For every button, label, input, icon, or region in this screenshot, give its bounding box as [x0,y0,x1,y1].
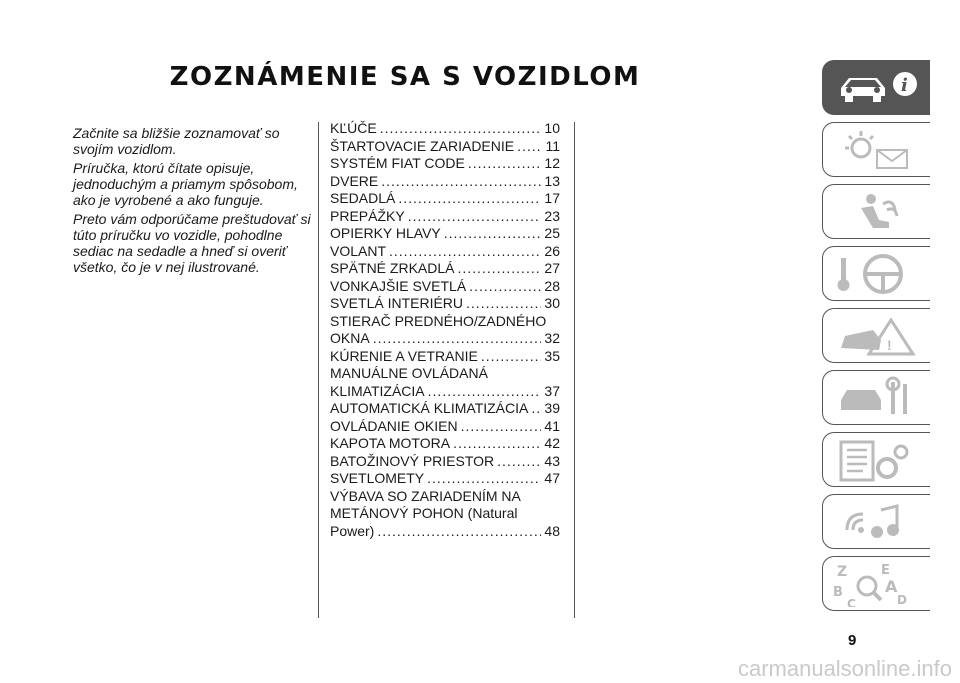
toc-entry-label: KĽÚČE [330,120,377,136]
toc-entry[interactable] [330,208,560,226]
intro-text [73,125,313,278]
toc-entry[interactable] [330,365,560,400]
toc-entry-label-continued: STIERAČ PREDNÉHO/ZADNÉHO [330,312,547,329]
toc-page-number: 10 [544,120,560,136]
toc-entry-label: KAPOTA MOTORA [330,435,451,451]
svg-text:D: D [897,593,907,607]
toc-page-number: 13 [544,172,560,189]
toc-entry[interactable] [330,400,560,418]
toc-entry-label: SVETLOMETY [330,470,425,486]
toc-page-number: 26 [544,242,560,259]
toc-dot-leader [457,260,541,278]
toc-entry[interactable] [330,453,560,471]
warning-light-message-icon [833,128,923,173]
toc-dot-leader [398,190,541,208]
toc-entry-label: BATOŽINOVÝ PRIESTOR [330,452,495,469]
toc-entry-label: SPÄTNÉ ZRKADLÁ [330,260,455,276]
toc-entry[interactable] [330,138,560,156]
toc-entry-label: DVERE [330,172,379,189]
toc-entry-label: SYSTÉM FIAT CODE [330,155,465,171]
toc-entry-label: ŠTARTOVACIE ZARIADENIE [330,137,515,154]
tab-maintenance[interactable] [822,370,930,425]
toc-dot-leader [389,243,541,261]
toc-page-number: 47 [544,470,560,486]
tab-car-info[interactable] [822,60,930,115]
toc-entry[interactable] [330,348,560,366]
toc-entry-label: SVETLÁ INTERIÉRU [330,295,464,311]
toc-dot-leader [408,208,542,226]
toc-dot-leader [377,523,541,541]
toc-dot-leader [427,470,541,488]
toc-page-number: 25 [544,225,560,241]
page-title: ZOZNÁMENIE SA S VOZIDLOM [169,62,641,92]
toc-dot-leader [373,330,542,348]
toc-dot-leader [381,173,541,191]
tab-starting-driving[interactable] [822,246,930,301]
toc-entry-label: OKNA [330,330,370,346]
toc-page-number: 37 [544,382,560,399]
toc-dot-leader [461,418,542,436]
toc-page-number: 27 [544,260,560,276]
svg-text:E: E [881,563,890,578]
toc-entry[interactable] [330,488,560,541]
toc-entry[interactable] [330,225,560,243]
tab-technical-data[interactable] [822,432,930,487]
toc-entry[interactable] [330,190,560,208]
toc-entry[interactable] [330,435,560,453]
toc-entry[interactable] [330,260,560,278]
tab-emergency[interactable] [822,308,930,363]
toc-dot-leader [428,383,542,401]
toc-page-number: 17 [544,190,560,206]
toc-entry-label: VONKAJŠIE SVETLÁ [330,277,467,294]
toc-entry-label: OPIERKY HLAVY [330,225,441,241]
column-divider [318,122,319,618]
toc-entry[interactable] [330,278,560,296]
toc-entry-label: OVLÁDANIE OKIEN [330,417,458,434]
toc-dot-leader [481,348,542,366]
toc-entry-label: KLIMATIZÁCIA [330,382,425,399]
toc-page-number: 41 [544,417,560,434]
toc-page-number: 39 [544,400,560,416]
tab-multimedia[interactable] [822,494,930,549]
toc-dot-leader [466,295,541,313]
multimedia-icon [833,500,923,545]
toc-page-number: 32 [544,330,560,346]
toc-entry[interactable] [330,313,560,348]
svg-text:Z: Z [837,564,848,580]
seat-airbag-icon [833,190,923,235]
toc-page-number: 11 [545,137,560,154]
toc-entry-label: SEDADLÁ [330,190,396,206]
car-breakdown-triangle-icon [833,314,923,359]
intro-paragraph: Príručka, ktorú čítate opisuje, jednoduchým a priamym spôsobom, ako je vyrobené a ako funguje. [73,160,298,208]
tab-safety[interactable] [822,184,930,239]
toc-dot-leader [497,453,541,471]
tab-warning-lights[interactable] [822,122,930,177]
toc-dot-leader [444,225,542,243]
car-maintenance-tools-icon [833,376,923,421]
toc-dot-leader [453,435,541,453]
toc-entry-label-continued: MANUÁLNE OVLÁDANÁ [330,365,488,381]
key-steering-wheel-icon [833,252,923,297]
toc-dot-leader [469,278,541,296]
toc-dot-leader [380,120,542,138]
toc-page-number: 23 [544,207,560,224]
svg-text:!: ! [887,337,892,353]
svg-text:C: C [847,597,856,607]
toc-entry[interactable] [330,470,560,488]
toc-entry[interactable] [330,173,560,191]
toc-entry[interactable] [330,418,560,436]
toc-page-number: 42 [544,435,560,451]
toc-dot-leader [517,138,542,156]
toc-page-number: 35 [544,347,560,364]
toc-entry[interactable] [330,120,560,138]
toc-page-number: 30 [544,295,560,311]
toc-entry-label: Power) [330,522,375,539]
alphabetical-index-icon [833,562,923,607]
toc-page-number: 28 [544,277,560,294]
column-divider [574,122,575,618]
page-number: 9 [848,632,857,649]
toc-entry-label: KÚRENIE A VETRANIE [330,347,478,364]
toc-entry-label: PREPÁŽKY [330,207,405,224]
table-of-contents [330,120,560,540]
toc-entry[interactable] [330,243,560,261]
svg-text:A: A [885,577,898,596]
toc-entry-label: AUTOMATICKÁ KLIMATIZÁCIA [330,400,529,416]
watermark-text: carmanualsonline.info [737,656,952,681]
tab-index[interactable] [822,556,930,611]
toc-page-number: 48 [544,522,560,539]
svg-text:B: B [833,585,843,600]
toc-dot-leader [468,155,542,173]
toc-entry-label-continued: VÝBAVA SO ZARIADENÍM NA METÁNOVÝ POHON (Natural [330,487,521,521]
toc-dot-leader [531,400,541,418]
toc-page-number: 43 [544,452,560,469]
toc-entry-label: VOLANT [330,242,387,259]
svg-text:i: i [901,75,908,96]
toc-entry[interactable] [330,155,560,173]
toc-page-number: 12 [544,155,560,171]
car-info-icon [833,66,923,111]
intro-paragraph: Začnite sa bližšie zoznamovať so svojím vozidlom. [73,125,280,157]
data-settings-icon [833,438,923,483]
intro-paragraph: Preto vám odporúčame preštudovať si túto príručku vo vozidle, pohodlne sediac na sedadle a hneď si overiť všetko, čo je v nej ilustrované. [73,211,311,275]
toc-entry[interactable] [330,295,560,313]
